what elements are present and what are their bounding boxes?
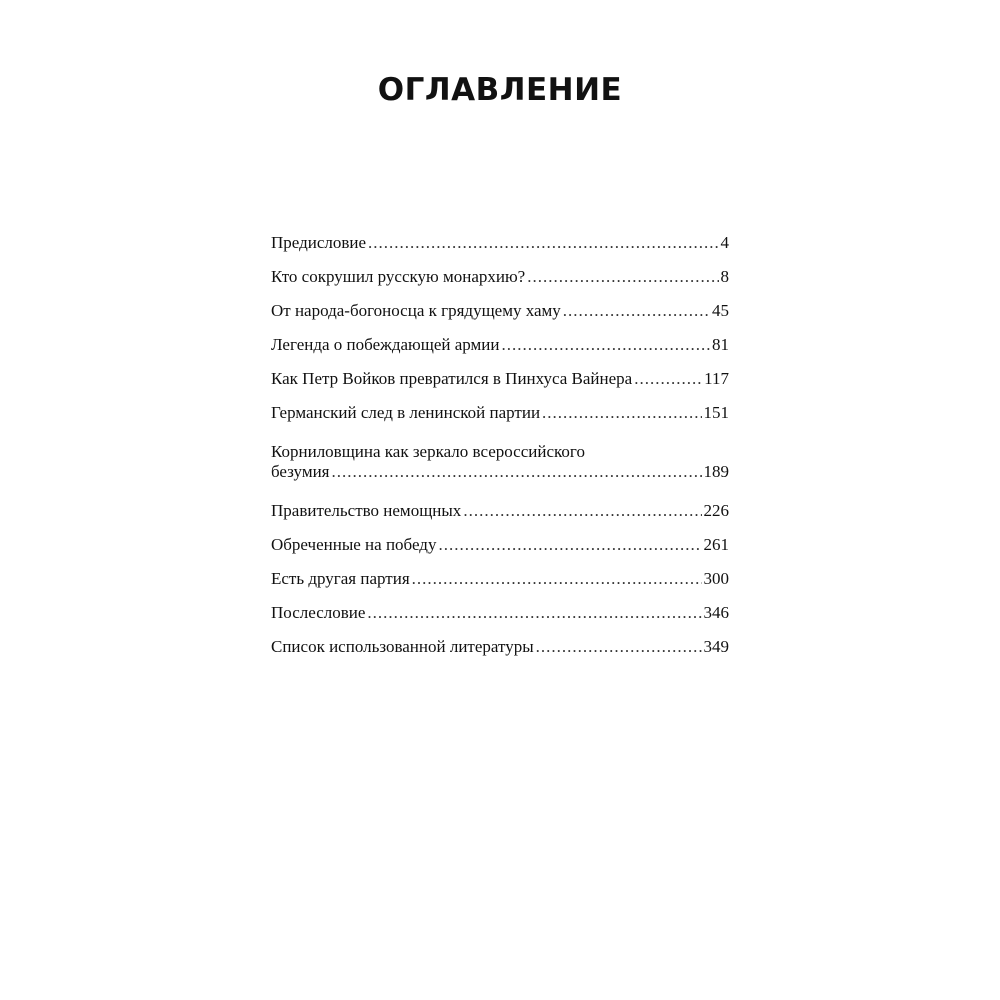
toc-entry[interactable] [271, 335, 729, 364]
toc-entry[interactable] [271, 267, 729, 296]
toc-entry[interactable] [271, 437, 729, 496]
dot-leader [501, 335, 710, 355]
dot-leader [368, 233, 718, 253]
toc-entry-page: 117 [704, 369, 729, 388]
toc-entry-page: 300 [703, 569, 729, 588]
toc-entry-title: Предисловие [271, 233, 367, 252]
dot-leader [542, 403, 701, 423]
toc-entry-page: 45 [712, 301, 729, 320]
toc-entry[interactable] [271, 535, 729, 564]
toc-entry-title-line-1: Корниловщина как зеркало всероссийского [271, 442, 585, 461]
toc-entry-page: 261 [703, 535, 729, 554]
toc-entry-title: Список использованной литературы [271, 637, 534, 656]
toc-entry[interactable] [271, 369, 729, 398]
toc-entry[interactable] [271, 637, 729, 666]
toc-entry-page: 349 [703, 637, 729, 656]
toc-entry-page: 81 [712, 335, 729, 354]
dot-leader [438, 535, 701, 555]
toc-entry-page: 4 [720, 233, 729, 252]
toc-entry-title: Правительство немощных [271, 501, 462, 520]
page-title: ОГЛАВЛЕНИЕ [377, 72, 623, 108]
dot-leader [412, 569, 702, 589]
toc-entry-title: От народа-богоносца к грядущему хаму [271, 301, 561, 320]
toc-entry-title: Кто сокрушил русскую монархию? [271, 267, 526, 286]
toc-entry[interactable] [271, 403, 729, 432]
dot-leader [527, 267, 718, 287]
toc-entry-title: Легенда о побеждающей армии [271, 335, 500, 354]
toc-entry-title: Послесловие [271, 603, 366, 622]
toc-entry-page: 226 [703, 501, 729, 520]
dot-leader [367, 603, 701, 623]
toc-entry[interactable] [271, 301, 729, 330]
toc-entry-page: 151 [703, 403, 729, 422]
table-of-contents [271, 233, 729, 671]
toc-entry-page: 189 [703, 462, 729, 481]
dot-leader [536, 637, 702, 657]
dot-leader [634, 369, 702, 389]
toc-entry-title: Германский след в ленинской партии [271, 403, 541, 422]
toc-entry[interactable] [271, 233, 729, 262]
toc-entry-title: Как Петр Войков превратился в Пинхуса Вайнера [271, 369, 633, 388]
toc-entry-page: 346 [703, 603, 729, 622]
toc-entry-page: 8 [720, 267, 729, 286]
toc-entry-title-line-2: безумия [271, 462, 330, 481]
dot-leader [463, 501, 701, 521]
toc-entry[interactable] [271, 603, 729, 632]
toc-entry[interactable] [271, 569, 729, 598]
toc-entry[interactable] [271, 501, 729, 530]
dot-leader [563, 301, 710, 321]
toc-entry-title: Есть другая партия [271, 569, 410, 588]
dot-leader [332, 462, 702, 482]
toc-entry-title: Обреченные на победу [271, 535, 437, 554]
